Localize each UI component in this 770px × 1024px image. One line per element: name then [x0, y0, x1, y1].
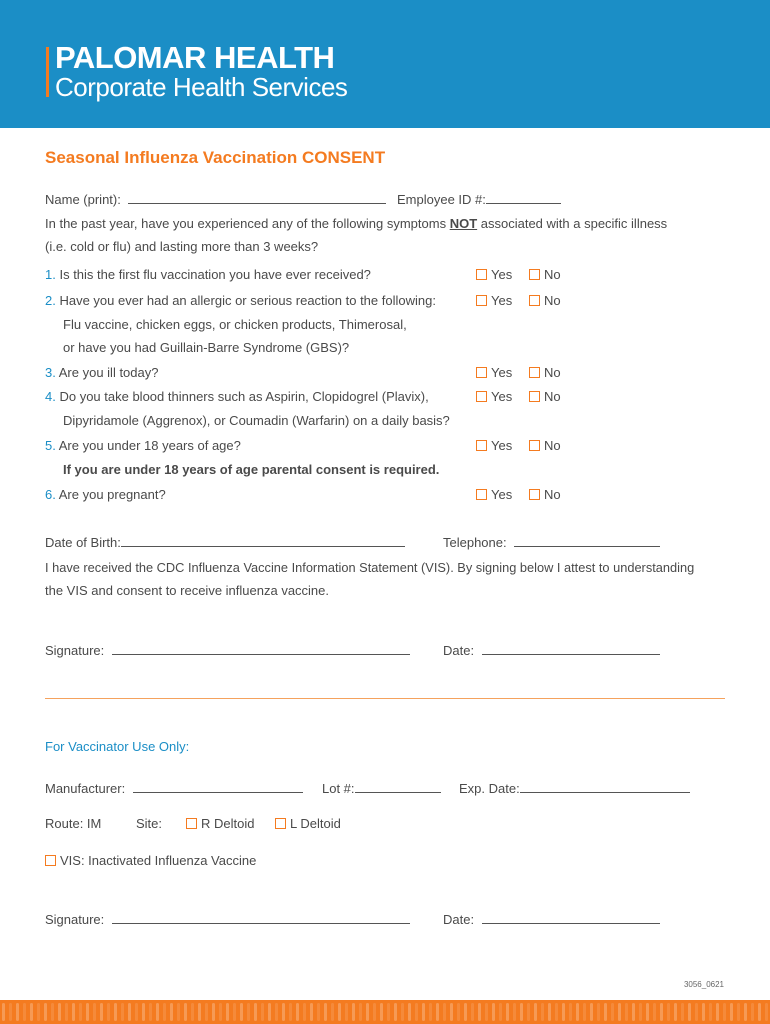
employee-id-field[interactable] [486, 191, 561, 204]
checkbox-icon[interactable] [476, 367, 487, 378]
telephone-row [443, 534, 660, 550]
vaccinator-signature-row [45, 911, 410, 927]
q4-yes-option[interactable]: Yes [476, 389, 512, 404]
lot-field[interactable] [355, 780, 441, 793]
vis-statement-line-1: I have received the CDC Influenza Vaccine Information Statement (VIS). By signing below I attest to understanding [45, 560, 695, 575]
checkbox-icon[interactable] [529, 367, 540, 378]
question-2-line-3: or have you had Guillain-Barre Syndrome (GBS)? [63, 340, 350, 355]
form-code: 3056_0621 [683, 980, 724, 989]
site-r-deltoid-option[interactable]: R Deltoid [186, 816, 254, 831]
question-text: Do you take blood thinners such as Aspirin, Clopidogrel (Plavix), [59, 389, 429, 404]
question-number: 2. [45, 293, 56, 308]
question-2-line-2: Flu vaccine, chicken eggs, or chicken products, Thimerosal, [63, 317, 407, 332]
signature-label: Signature: [45, 643, 105, 658]
manufacturer-row [45, 780, 303, 796]
q5-yes-option[interactable]: Yes [476, 438, 512, 453]
manufacturer-label: Manufacturer: [45, 781, 126, 796]
question-number: 3. [45, 365, 56, 380]
checkbox-icon[interactable] [476, 391, 487, 402]
vaccinator-signature-label: Signature: [45, 912, 105, 927]
name-row [45, 191, 386, 207]
employee-id-label: Employee ID #: [397, 192, 486, 207]
question-3 [45, 365, 158, 380]
signature-field[interactable] [112, 642, 410, 655]
checkbox-icon[interactable] [529, 269, 540, 280]
form-title: Seasonal Influenza Vaccination CONSENT [45, 148, 386, 167]
vis-statement-line-2: the VIS and consent to receive influenza vaccine. [45, 583, 330, 598]
checkbox-icon[interactable] [275, 818, 286, 829]
intro-not: NOT [449, 216, 478, 231]
employee-id-row [397, 191, 561, 207]
q6-yes-option[interactable]: Yes [476, 487, 512, 502]
q5-no-option[interactable]: No [529, 438, 561, 453]
vaccinator-signature-field[interactable] [112, 911, 410, 924]
q1-yes-option[interactable]: Yes [476, 267, 512, 282]
vaccinator-date-row [443, 911, 660, 927]
exp-date-label: Exp. Date: [459, 781, 520, 796]
question-6 [45, 487, 166, 502]
dob-row [45, 534, 405, 550]
question-text: Are you under 18 years of age? [58, 438, 241, 453]
question-5 [45, 438, 241, 453]
vaccinator-title: For Vaccinator Use Only: [45, 739, 190, 754]
vaccinator-date-field[interactable] [482, 911, 660, 924]
footer-band [0, 1000, 770, 1024]
intro-line-2: (i.e. cold or flu) and lasting more than 3 weeks? [45, 239, 319, 254]
q1-no-option[interactable]: No [529, 267, 561, 282]
checkbox-icon[interactable] [45, 855, 56, 866]
question-4-line-2: Dipyridamole (Aggrenox), or Coumadin (Warfarin) on a daily basis? [63, 413, 450, 428]
exp-date-field[interactable] [520, 780, 690, 793]
date-label: Date: [443, 643, 475, 658]
q2-yes-option[interactable]: Yes [476, 293, 512, 308]
name-label: Name (print): [45, 192, 121, 207]
q3-yes-option[interactable]: Yes [476, 365, 512, 380]
q3-no-option[interactable]: No [529, 365, 561, 380]
q4-no-option[interactable]: No [529, 389, 561, 404]
checkbox-icon[interactable] [476, 489, 487, 500]
question-text: Are you ill today? [58, 365, 159, 380]
question-2 [45, 293, 436, 308]
question-1 [45, 267, 371, 282]
checkbox-icon[interactable] [186, 818, 197, 829]
site-l-deltoid-option[interactable]: L Deltoid [275, 816, 341, 831]
org-subtitle: Corporate Health Services [55, 72, 348, 102]
intro-line-1 [45, 216, 667, 231]
intro-text-post: associated with a specific illness [477, 216, 668, 231]
q6-no-option[interactable]: No [529, 487, 561, 502]
checkbox-icon[interactable] [529, 391, 540, 402]
date-row [443, 642, 660, 658]
site-label: Site: [136, 816, 163, 831]
question-text: Have you ever had an allergic or serious reaction to the following: [59, 293, 436, 308]
telephone-field[interactable] [514, 534, 660, 547]
question-number: 4. [45, 389, 56, 404]
checkbox-icon[interactable] [476, 440, 487, 451]
org-name: PALOMAR HEALTH [55, 40, 335, 75]
checkbox-icon[interactable] [476, 269, 487, 280]
dob-field[interactable] [121, 534, 405, 547]
checkbox-icon[interactable] [529, 440, 540, 451]
manufacturer-field[interactable] [133, 780, 303, 793]
lot-row [322, 780, 441, 796]
vaccinator-date-label: Date: [443, 912, 475, 927]
logo-accent-bar [46, 47, 49, 97]
question-4 [45, 389, 429, 404]
signature-row [45, 642, 410, 658]
section-divider [45, 698, 725, 699]
dob-label: Date of Birth: [45, 535, 121, 550]
checkbox-icon[interactable] [529, 489, 540, 500]
question-5-note: If you are under 18 years of age parental consent is required. [63, 462, 440, 477]
question-text: Are you pregnant? [58, 487, 166, 502]
name-field[interactable] [128, 191, 386, 204]
date-field[interactable] [482, 642, 660, 655]
checkbox-icon[interactable] [476, 295, 487, 306]
route-label: Route: IM [45, 816, 102, 831]
checkbox-icon[interactable] [529, 295, 540, 306]
question-number: 6. [45, 487, 56, 502]
question-number: 1. [45, 267, 56, 282]
intro-text-pre: In the past year, have you experienced any of the following symptoms [45, 216, 450, 231]
header-banner [0, 0, 770, 128]
question-number: 5. [45, 438, 56, 453]
footer-pattern [0, 1000, 770, 1024]
lot-label: Lot #: [322, 781, 355, 796]
vis-inactivated-option[interactable]: VIS: Inactivated Influenza Vaccine [45, 853, 256, 868]
exp-date-row [459, 780, 690, 796]
q2-no-option[interactable]: No [529, 293, 561, 308]
telephone-label: Telephone: [443, 535, 507, 550]
question-text: Is this the first flu vaccination you have ever received? [59, 267, 371, 282]
